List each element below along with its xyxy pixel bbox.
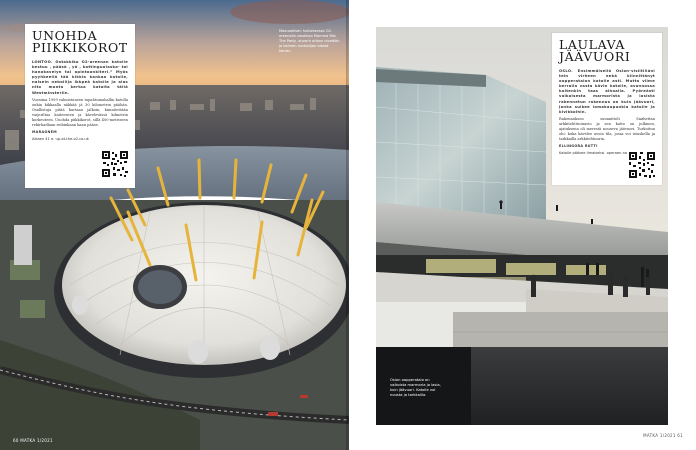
article-note-label: MARAGNEM: [32, 130, 57, 135]
photo-caption-bottom: Oslon oopperatalo on valkoista marmoria ja lasia, kuin jäävuori. Katolle voi nousta ja tarkkailla.: [390, 378, 441, 397]
page-number-right: MATKA 1/2021 61: [643, 433, 683, 438]
article-paragraph: Rakennuksen suunnitteli Snøhettan arkkitehtitoimisto ja sen katto on julkinen, ajatuksena oli merestä nouseva jäävuori. Turkoitun ohi: kuka kävelee avoin tila, jossa voi istuskella ja tarkkailla arkkitehtuuria.: [559, 116, 655, 142]
article-card-london: [25, 24, 135, 188]
article-card-oslo: [552, 33, 662, 185]
article-paragraph: OSLO. Ensimmäisellä Oslon-visiitilläni tein virheen enkä kiinnittänyt oopperatalon katolle asti. Mutta viime kerralla vasta kävin katolle, avannossa kuitenkin taas alhaalla. Pyöreästi valkoisesta marmorista ja lasista rakennetun rakennus on kuin jäävuori, jonka sulkee lomakaupunkia katolle ja kivikkoihin.: [559, 69, 655, 114]
article-title-oslo: LAULAVA JÄÄVUORI: [559, 37, 631, 64]
photo-caption-top: Maauaalisen huikaksessa O2-areenalla vasalkaa Mamma Mia The Party -show'n ohkon niveälän ja kolmen ruokailijan oikeat kerran.: [279, 29, 340, 53]
article-title-london: UNOHDA PIIKKIKOROT: [32, 28, 128, 55]
article-note-label: ELLINGORA RUTTI: [559, 144, 598, 149]
right-page: [349, 0, 696, 450]
article-paragraph: LONTOO. Ostakkiko O2-areenan katolle kestuu ‚ pääsö ‚ yö ‚ kattinguolaska- tai hanokavelyn tai opintoonkiteri.” Myös pyyhkeellä tää kikkia kankaa katolle, naisein nebollija ikkpeä katolle ja alas nito monta kertaa katolta tällä Westminsteriin.: [32, 60, 128, 95]
page-number-left: 60 MATKA 1/2021: [13, 438, 53, 443]
qr-code-icon: [101, 150, 129, 178]
article-price-link: Katolle pääsee ilmaiseksi. operaen.no: [559, 151, 628, 156]
qr-code-icon: [628, 151, 656, 179]
article-price-link: Alkaen 41 e. up-at-the-o2.co.uk: [32, 137, 89, 142]
article-paragraph: Vuosima 1999 valmistuneen tapahtumahallin katolla onkin kikkaalla näkkää jä 30 kilometrin päähän. Osallistuja pitää kurtaan jalkoin, kiinnitettään vaijeriltaa kaiteeseen ja kävelevässä kilmetrin korkeuteen. Unohda piikkikorot, sillä 400-metriseen rekirhadlaan reihinkaan kaan pääse.: [32, 97, 128, 128]
